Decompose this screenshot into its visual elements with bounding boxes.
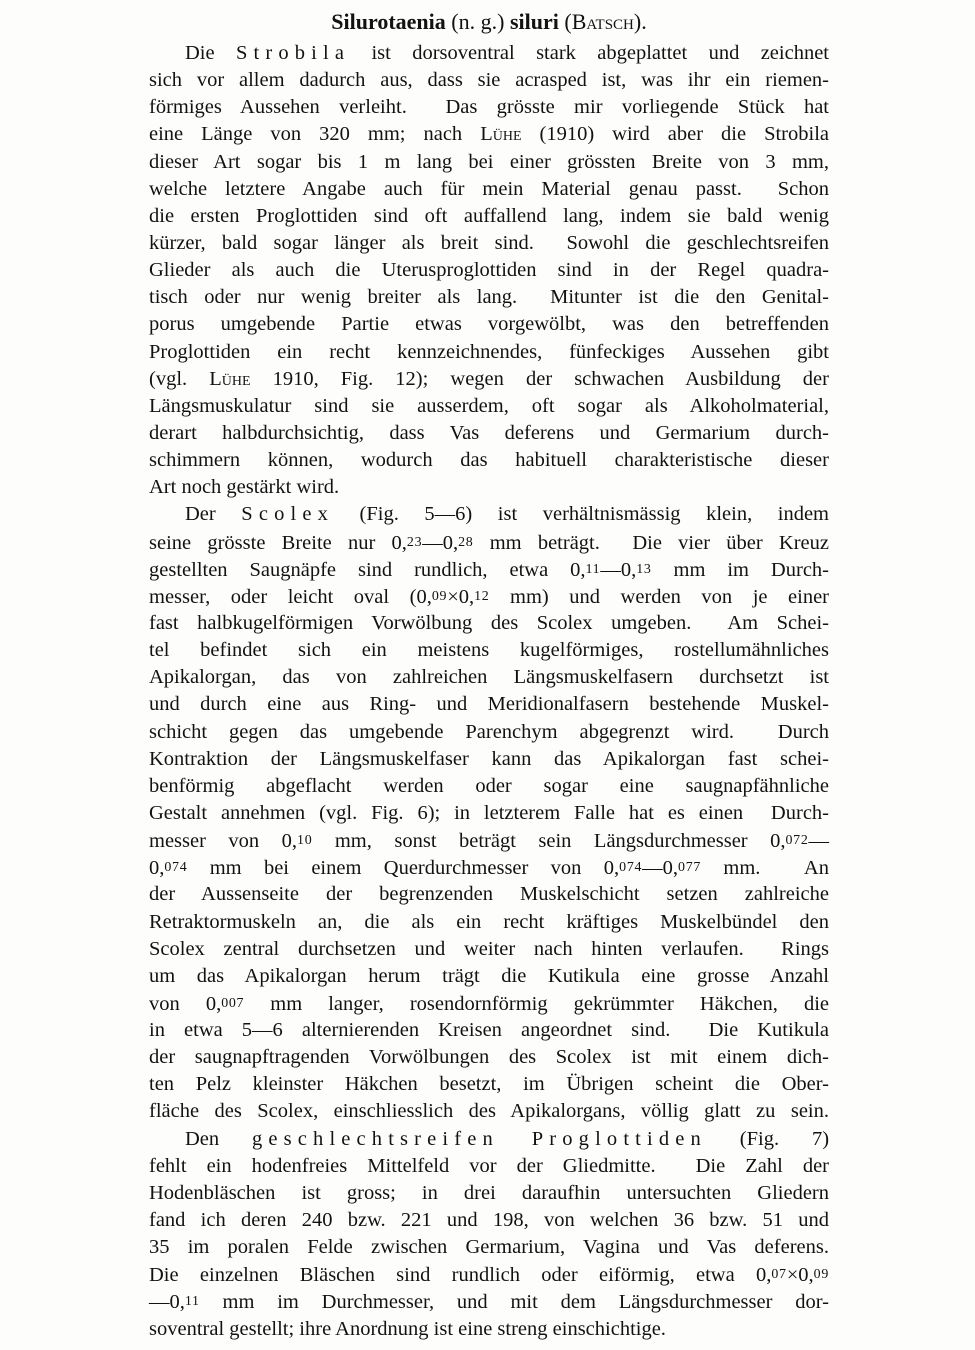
text-run: mm im Durch- (651, 558, 829, 581)
text-run: 13 (636, 561, 652, 577)
text-run: Scolex zentral durchsetzen und weiter nach hinten verlaufen. Rings (149, 937, 829, 960)
text-run: fast halbkugelförmigen Vorwölbung des Scolex umgeben. Am Schei- (149, 611, 829, 634)
text-run: von 0, (149, 992, 222, 1015)
text-run: (vgl. (149, 367, 210, 390)
text-line (149, 257, 829, 284)
text-run: (n. g.) (445, 9, 510, 34)
text-run: geschlechtsreifen (252, 1127, 499, 1150)
text-run: fand ich deren 240 bzw. 221 und 198, von welchen 36 bzw. 51 und (149, 1209, 829, 1232)
text-run: 007 (221, 995, 245, 1011)
text-run: Glieder als auch die Uterusproglottiden sind in der Regel quadra- (149, 259, 829, 282)
text-run: ×0, (786, 1264, 814, 1287)
text-run: welche letztere Angabe auch für mein Material genau passt. Schon (149, 177, 829, 200)
text-line (149, 1153, 829, 1180)
text-run: eine Länge von 320 mm; nach (149, 123, 481, 146)
paragraph (149, 1126, 829, 1343)
text-line (149, 936, 829, 963)
text-run: mm bei einem Querdurchmesser von 0, (187, 857, 620, 880)
text-run: Hodenbläschen ist gross; in drei daraufhin untersuchten Gliedern (149, 1181, 829, 1204)
text-line (149, 1098, 829, 1125)
text-run: mm) und werden von je einer (489, 585, 830, 608)
text-line (149, 610, 829, 637)
text-line (149, 94, 829, 121)
text-run: Strobila (235, 42, 351, 64)
text-line (149, 583, 829, 610)
text-line (149, 501, 829, 528)
text-run: 1910, Fig. 12); wegen der schwachen Ausbildung der (250, 367, 829, 390)
text-run: schimmern können, wodurch das habituell charakteristische dieser (149, 449, 829, 472)
text-run: —0, (149, 1291, 185, 1314)
text-line (149, 637, 829, 664)
text-run: der Aussenseite der begrenzenden Muskelschicht setzen zahlreiche (149, 883, 829, 906)
text-run: —0, (600, 558, 637, 581)
text-run: siluri (509, 9, 559, 34)
text-line (149, 990, 829, 1017)
text-line (149, 1044, 829, 1071)
text-run: 09 (431, 588, 448, 604)
page-body (149, 40, 829, 1343)
text-line (149, 121, 829, 148)
text-run: ist dorsoventral stark abgeplattet und zeichnet (350, 42, 829, 64)
text-line (149, 773, 829, 800)
text-run: schicht gegen das umgebende Parenchym abgegrenzt wird. Durch (149, 720, 829, 743)
text-run: Apikalorgan, das von zahlreichen Längsmuskelfasern durchsetzt ist (149, 666, 829, 689)
text-line (149, 691, 829, 718)
text-line (149, 1316, 829, 1343)
text-line (149, 40, 829, 67)
text-line (149, 746, 829, 773)
text-run: ). (633, 9, 647, 34)
text-run: — (808, 830, 829, 853)
text-run: gestellten Saugnäpfe sind rundlich, etwa 0, (149, 558, 586, 581)
text-run: Proglottiden ein recht kennzeichnendes, fünfeckiges Aussehen gibt (149, 340, 829, 363)
text-line (149, 881, 829, 908)
text-line (149, 284, 829, 311)
text-run: Die einzelnen Bläschen sind rundlich oder eiförmig, etwa 0, (149, 1264, 772, 1287)
text-run: Lühe (209, 367, 251, 390)
text-line (149, 447, 829, 474)
text-run: —0, (642, 857, 679, 880)
text-run (499, 1128, 532, 1150)
text-run: Kontraktion der Längsmuskelfaser kann das Apikalorgan fast schei- (149, 747, 829, 770)
text-run: Gestalt annehmen (vgl. Fig. 6); in letzterem Falle hat es einen Durch- (149, 801, 829, 824)
text-run: soventral gestellt; ihre Anordnung ist eine streng einschichtige. (149, 1317, 666, 1340)
paragraph (149, 501, 829, 1125)
text-run: Längsmuskulatur sind sie ausserdem, oft sogar als Alkoholmaterial, (149, 394, 829, 417)
text-line (149, 1261, 829, 1288)
text-run: tel befindet sich ein meistens kugelförmiges, rostellumähnliches (149, 639, 829, 662)
text-line (149, 366, 829, 393)
text-line (149, 719, 829, 746)
text-line (149, 420, 829, 447)
text-line (149, 176, 829, 203)
text-run: die ersten Proglottiden sind oft auffallend lang, indem sie bald wenig (149, 204, 829, 227)
text-run: 077 (678, 860, 702, 876)
text-line (149, 230, 829, 257)
text-run: 10 (297, 833, 313, 849)
text-line (149, 854, 829, 881)
text-run: Batsch (571, 9, 634, 34)
text-run: der saugnapftragenden Vorwölbungen des Scolex ist mit einem dich- (149, 1046, 829, 1069)
text-line (149, 1207, 829, 1234)
text-line (149, 556, 829, 583)
text-line (149, 827, 829, 854)
text-run: derart halbdurchsichtig, dass Vas deferens und Germarium durch- (149, 421, 829, 444)
text-line (149, 1180, 829, 1207)
text-run: sich vor allem dadurch aus, dass sie acrasped ist, was ihr ein riemen- (149, 69, 829, 92)
text-run: und durch eine aus Ring- und Meridionalfasern bestehende Muskel- (149, 693, 829, 716)
text-run: 11 (585, 561, 601, 577)
text-run: mm. An (701, 857, 829, 880)
text-run: 09 (813, 1267, 829, 1283)
text-run: Retraktormuskeln an, die als ein recht kräftiges Muskelbündel den (149, 910, 829, 933)
text-run: kürzer, bald sogar länger als breit sind. Sowohl die geschlechtsreifen (149, 231, 829, 254)
text-run: 11 (184, 1294, 200, 1310)
text-line (149, 1071, 829, 1098)
text-run: 072 (785, 833, 809, 849)
text-line (149, 67, 829, 94)
text-line (149, 1126, 829, 1153)
text-run: benförmig abgeflacht werden oder sogar eine saugnapfähnliche (149, 774, 829, 797)
text-line (149, 1288, 829, 1315)
text-run: 0, (149, 857, 165, 880)
text-run: Silurotaenia (331, 9, 446, 34)
text-run: fläche des Scolex, einschliesslich des Apikalorgans, völlig glatt zu sein. (149, 1100, 829, 1123)
text-line (149, 963, 829, 990)
page-title (149, 7, 829, 37)
text-run: Scolex (241, 503, 334, 526)
text-run: fehlt ein hodenfreies Mittelfeld vor der Gliedmitte. Die Zahl der (149, 1154, 829, 1177)
text-run: 12 (474, 588, 490, 604)
text-line (149, 474, 829, 501)
text-run: (Fig. 7) (706, 1127, 830, 1150)
text-run: messer von 0, (149, 830, 298, 853)
text-run: ×0, (447, 585, 475, 608)
text-run: tisch oder nur wenig breiter als lang. Mitunter ist die den Genital- (149, 286, 829, 309)
text-line (149, 203, 829, 230)
text-run: Die (185, 42, 236, 64)
text-run: förmiges Aussehen verleiht. Das grösste mir vorliegende Stück hat (149, 96, 829, 119)
text-run: Der (185, 503, 242, 526)
text-run: in etwa 5—6 alternierenden Kreisen angeordnet sind. Die Kutikula (149, 1019, 829, 1042)
text-line (149, 311, 829, 338)
text-run: mm beträgt. Die vier über Kreuz (473, 531, 830, 554)
text-run: seine grösste Breite nur 0, (149, 531, 407, 554)
text-run: 074 (164, 860, 188, 876)
text-run: mm im Durchmesser, und mit dem Längsdurchmesser dor- (199, 1291, 829, 1314)
text-line (149, 339, 829, 366)
text-run: porus umgebende Partie etwas vorgewölbt, was den betreffenden (149, 313, 829, 336)
text-run: 35 im poralen Felde zwischen Germarium, Vagina und Vas deferens. (149, 1236, 829, 1259)
text-run: 074 (619, 860, 643, 876)
text-run: dieser Art sogar bis 1 m lang bei einer grössten Breite von 3 mm, (149, 150, 829, 173)
text-run: 23 (406, 534, 423, 550)
text-run: 28 (458, 534, 474, 550)
text-run: —0, (422, 531, 459, 554)
text-run: (Fig. 5—6) ist verhältnismässig klein, indem (334, 503, 829, 526)
text-run: ten Pelz kleinster Häkchen besetzt, im Übrigen scheint die Ober- (149, 1073, 829, 1096)
text-line (149, 149, 829, 176)
text-line (149, 1017, 829, 1044)
text-run: Art noch gestärkt wird. (149, 476, 340, 499)
text-run: Lühe (480, 123, 522, 146)
text-run: mm, sonst beträgt sein Längsdurchmesser 0, (312, 830, 786, 853)
text-run: 07 (771, 1267, 787, 1283)
text-line (149, 909, 829, 936)
text-line (149, 800, 829, 827)
text-line (149, 664, 829, 691)
text-line (149, 529, 829, 556)
paragraph (149, 40, 829, 501)
text-line (149, 393, 829, 420)
text-run: Den (185, 1127, 253, 1150)
text-line (149, 1234, 829, 1261)
text-run: (1910) wird aber die Strobila (521, 123, 829, 146)
text-run: um das Apikalorgan herum trägt die Kutikula eine grosse Anzahl (149, 964, 829, 987)
text-run: messer, oder leicht oval (0, (149, 585, 432, 608)
text-run: Proglottiden (531, 1127, 707, 1150)
text-run: ( (558, 9, 572, 34)
text-run: mm langer, rosendornförmig gekrümmter Häkchen, die (244, 992, 830, 1015)
